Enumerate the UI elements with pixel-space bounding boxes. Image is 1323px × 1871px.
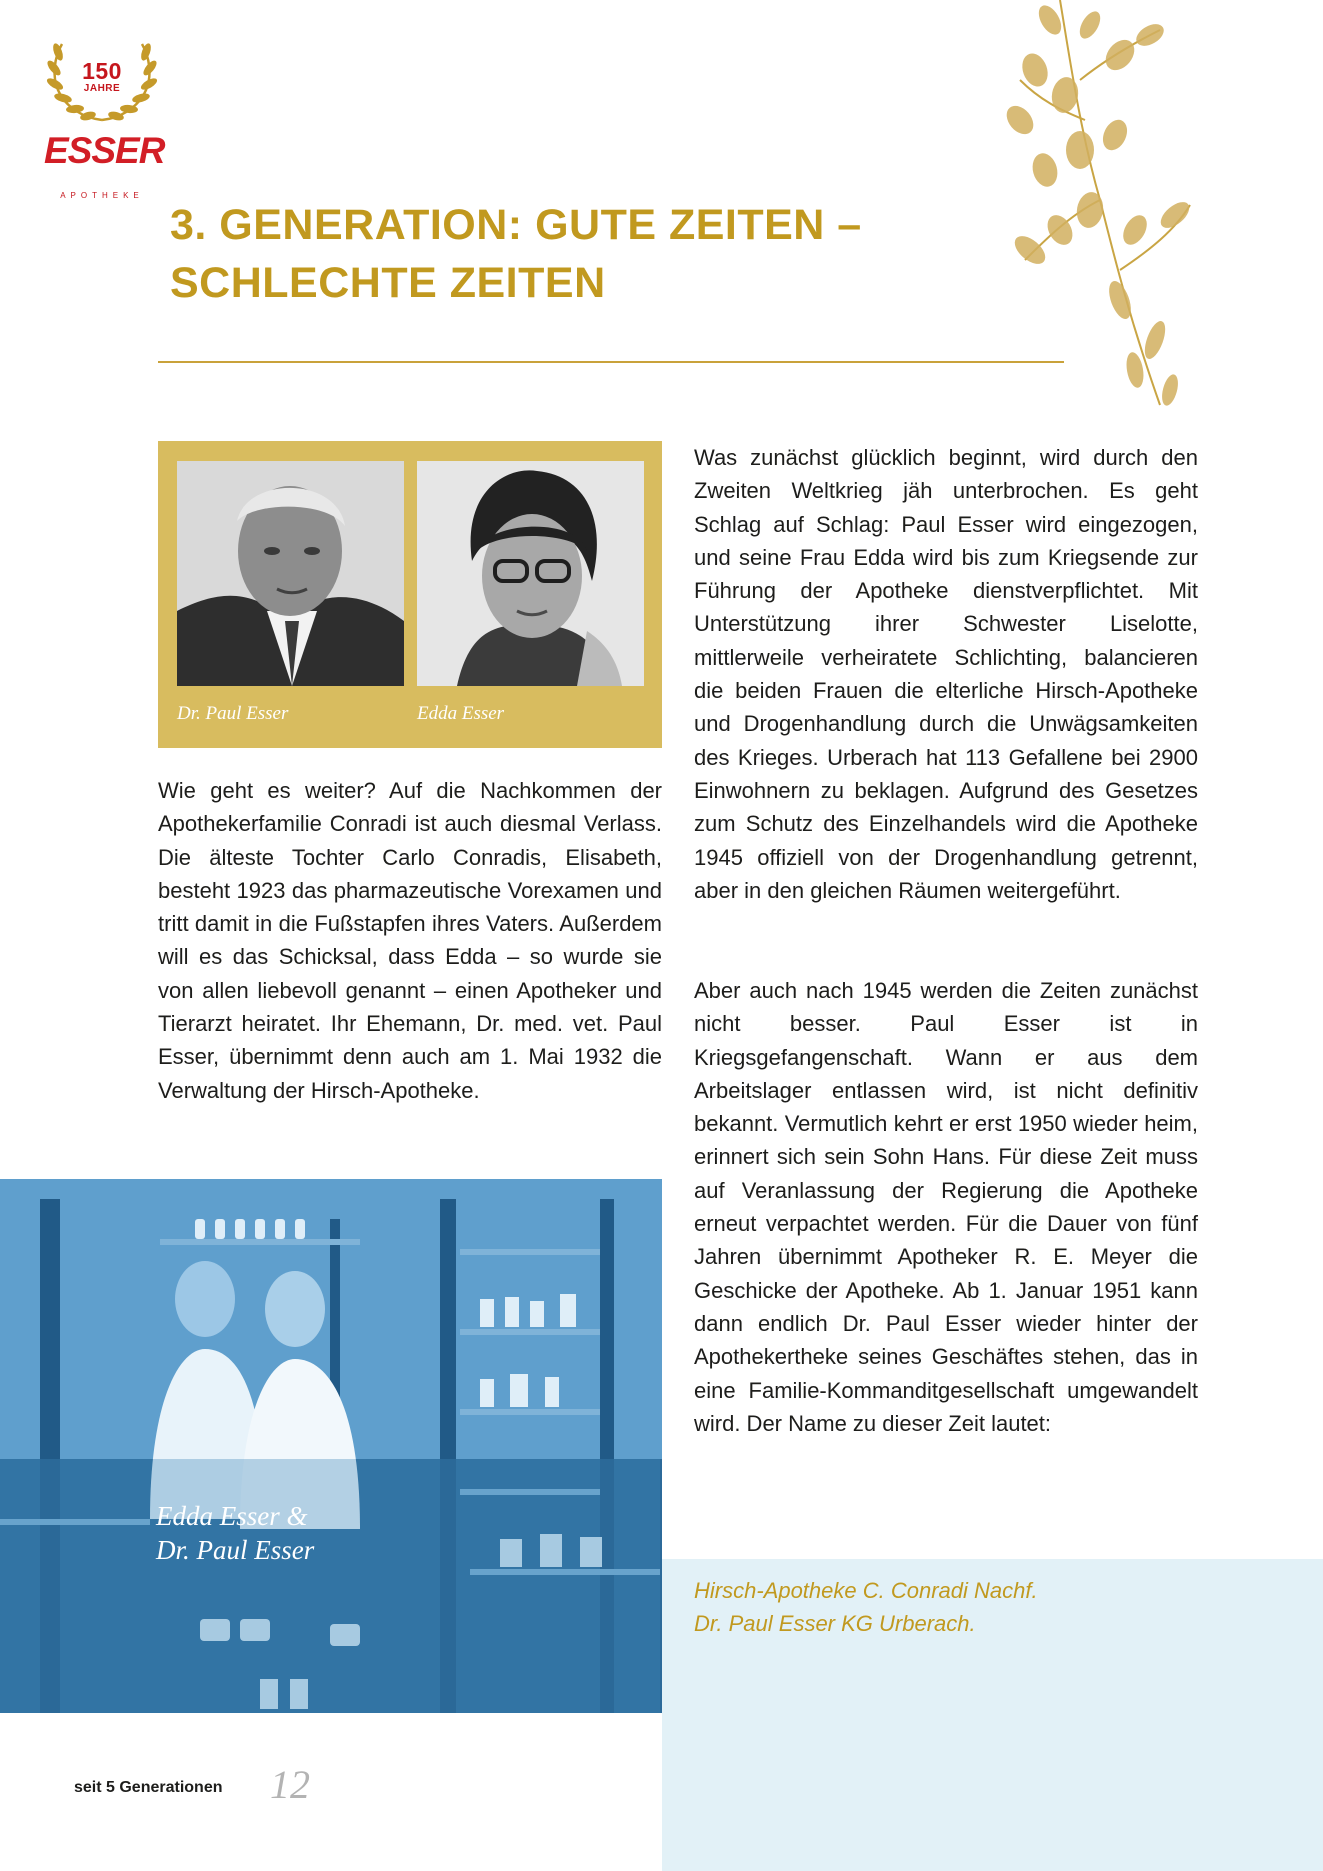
logo-anniversary-word: JAHRE <box>83 83 121 94</box>
body-paragraph-left: Wie geht es weiter? Auf die Nachkommen der Apothekerfamilie Conradi ist auch diesmal Verlass. Die älteste Tochter Carlo Conradis, Elisabeth, besteht 1923 das pharmazeutische Vorexamen und tritt damit in die Fußstapfen ihres Vaters. Außerdem will es das Schicksal, dass Edda – so wurde sie von allen liebevoll genannt – einen Apotheker und Tierarzt heiratet. Ihr Ehemann, Dr. med. vet. Paul Esser, übernimmt denn auch am 1. Mai 1932 die Verwaltung der Hirsch-Apotheke. <box>158 778 662 1103</box>
portrait-edda-esser <box>417 461 644 686</box>
portrait-caption-edda: Edda Esser <box>417 703 505 724</box>
page-title-line-2: SCHLECHTE ZEITEN <box>170 259 606 307</box>
portrait-photo-box <box>158 441 662 748</box>
olive-branch-icon <box>990 0 1200 415</box>
portrait-edda-esser-image <box>417 461 644 686</box>
esser-150-logo <box>44 28 165 200</box>
logo-brand-sub: APOTHEKE <box>60 191 144 200</box>
portrait-caption-paul: Dr. Paul Esser <box>177 703 289 724</box>
footer-tagline: seit 5 Generationen <box>74 1779 223 1796</box>
page-title <box>170 196 980 312</box>
shop-photo-caption <box>156 1499 314 1567</box>
shop-caption-line-1: Edda Esser & <box>156 1501 308 1531</box>
body-paragraph-right-1: Was zunächst glücklich beginnt, wird durch den Zweiten Weltkrieg jäh unterbrochen. Es geht Schlag auf Schlag: Paul Esser wird eingezogen, und seine Frau Edda wird bis zum Kriegsende zur Führung der Apotheke dienstverpflichtet. Mit Unterstützung ihrer Schwester Liselotte, mittlerweile verheiratete Schlichting, balancieren die beiden Frauen die elterliche Hirsch-Apotheke und Drogenhandlung durch die Unwägsamkeiten des Krieges. Urberach hat 113 Gefallene bei 2900 Einwohnern zu beklagen. Aufgrund des Gesetzes zum Schutz des Einzelhandels wird die Apotheke 1945 offiziell von der Drogenhandlung getrennt, aber in den gleichen Räumen weitergeführt. <box>694 445 1198 903</box>
shop-caption-line-2: Dr. Paul Esser <box>156 1535 315 1565</box>
logo-anniversary-number: 150 <box>82 58 122 84</box>
quote-line-2: Dr. Paul Esser KG Urberach. <box>694 1611 976 1636</box>
portrait-paul-esser <box>177 461 404 686</box>
olive-branch-illustration <box>990 0 1200 415</box>
page-number: 12 <box>270 1762 310 1807</box>
pharmacy-shop-photo <box>0 1179 662 1713</box>
title-divider <box>158 361 1064 363</box>
quote-line-1: Hirsch-Apotheke C. Conradi Nachf. <box>694 1578 1038 1603</box>
body-paragraph-right-2: Aber auch nach 1945 werden die Zeiten zunächst nicht besser. Paul Esser ist in Kriegsgefangenschaft. Wann er aus dem Arbeitslager entlassen wird, ist nicht definitiv bekannt. Vermutlich kehrt er erst 1950 wieder heim, erinnert sich sein Sohn Hans. Für diese Zeit muss auf Veranlassung der Regierung die Apotheke erneut verpachtet werden. Für die Dauer von fünf Jahren übernimmt Apotheker R. E. Meyer die Geschicke der Apotheke. Ab 1. Januar 1951 kann dann endlich Dr. Paul Esser wieder hinter der Apothekertheke seines Geschäftes stehen, das in eine Familie-Kommanditgesellschaft umgewandelt wird. Der Name zu dieser Zeit lautet: <box>694 978 1198 1436</box>
page-title-line-1: 3. GENERATION: GUTE ZEITEN – <box>170 201 862 249</box>
pharmacy-shop-image <box>0 1179 662 1713</box>
company-name-quote <box>694 1574 1038 1640</box>
portrait-paul-esser-image <box>177 461 404 686</box>
logo-brand: ESSER <box>44 130 165 171</box>
